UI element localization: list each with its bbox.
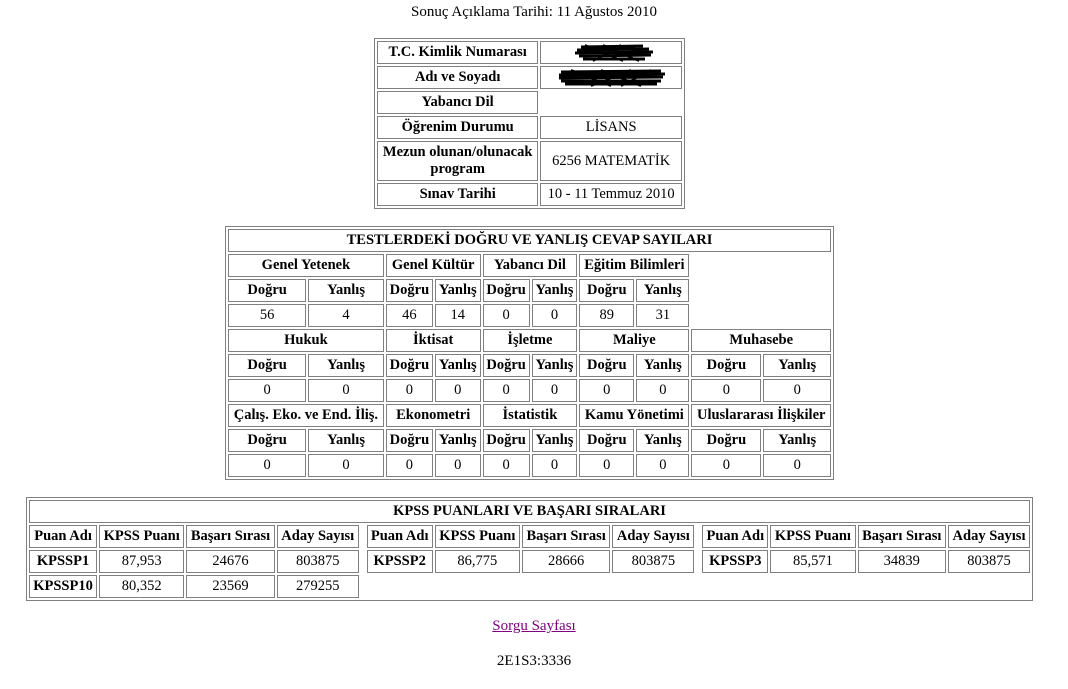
candidate-count: 803875 <box>277 550 359 573</box>
query-page-link[interactable]: Sorgu Sayfası <box>492 618 576 634</box>
yanlis-value: 0 <box>532 304 578 327</box>
yanlis-header: Yanlış <box>435 354 481 377</box>
score-value: 86,775 <box>435 550 520 573</box>
dogru-value: 0 <box>228 379 306 402</box>
test-name: İktisat <box>386 329 481 352</box>
test-results-table <box>225 226 834 480</box>
yanlis-value: 0 <box>308 454 384 477</box>
yanlis-header: Yanlış <box>308 354 384 377</box>
rank-value: 23569 <box>186 575 275 598</box>
test-name: Genel Kültür <box>386 254 481 277</box>
col-header: Aday Sayısı <box>277 525 359 548</box>
yanlis-value: 0 <box>763 454 831 477</box>
col-header: Puan Adı <box>702 525 768 548</box>
col-header: Başarı Sırası <box>522 525 611 548</box>
test-name: Eğitim Bilimleri <box>579 254 689 277</box>
test-name: Yabancı Dil <box>483 254 578 277</box>
test-name: İşletme <box>483 329 578 352</box>
column-gap <box>361 550 365 573</box>
yanlis-value: 0 <box>532 454 578 477</box>
column-gap <box>361 525 365 548</box>
edu-label: Öğrenim Durumu <box>377 116 538 139</box>
dogru-header: Doğru <box>483 429 530 452</box>
col-header: Puan Adı <box>367 525 433 548</box>
dogru-header: Doğru <box>228 279 306 302</box>
result-date: Sonuç Açıklama Tarihi: 11 Ağustos 2010 <box>410 4 658 20</box>
name-value-redacted <box>540 66 682 89</box>
candidate-info-table <box>374 38 685 209</box>
score-name: KPSSP10 <box>29 575 97 598</box>
dogru-header: Doğru <box>228 354 306 377</box>
test-name: Muhasebe <box>691 329 831 352</box>
yanlis-header: Yanlış <box>532 354 578 377</box>
yanlis-value: 4 <box>308 304 384 327</box>
dogru-value: 0 <box>483 304 530 327</box>
dogru-value: 0 <box>691 454 761 477</box>
name-label: Adı ve Soyadı <box>377 66 538 89</box>
yanlis-header: Yanlış <box>636 354 689 377</box>
dogru-value: 0 <box>691 379 761 402</box>
col-header: KPSS Puanı <box>770 525 855 548</box>
lang-label: Yabancı Dil <box>377 91 538 114</box>
test-name: Ekonometri <box>386 404 481 427</box>
candidate-count: 279255 <box>277 575 359 598</box>
yanlis-value: 14 <box>435 304 481 327</box>
dogru-header: Doğru <box>228 429 306 452</box>
dogru-value: 56 <box>228 304 306 327</box>
score-value: 80,352 <box>99 575 184 598</box>
yanlis-header: Yanlış <box>435 429 481 452</box>
dogru-header: Doğru <box>579 429 634 452</box>
col-header: Aday Sayısı <box>948 525 1030 548</box>
col-header: Başarı Sırası <box>858 525 947 548</box>
dogru-value: 0 <box>579 454 634 477</box>
lang-value <box>540 91 682 114</box>
yanlis-value: 0 <box>636 379 689 402</box>
empty-cell <box>361 575 1030 598</box>
test-name: Maliye <box>579 329 689 352</box>
dogru-value: 89 <box>579 304 634 327</box>
dogru-value: 0 <box>386 454 433 477</box>
yanlis-value: 0 <box>763 379 831 402</box>
yanlis-header: Yanlış <box>532 279 578 302</box>
yanlis-header: Yanlış <box>636 429 689 452</box>
yanlis-value: 0 <box>308 379 384 402</box>
col-header: Aday Sayısı <box>612 525 694 548</box>
yanlis-value: 0 <box>636 454 689 477</box>
candidate-count: 803875 <box>612 550 694 573</box>
exam-date-value: 10 - 11 Temmuz 2010 <box>540 183 682 206</box>
yanlis-header: Yanlış <box>308 279 384 302</box>
score-name: KPSSP3 <box>702 550 768 573</box>
score-value: 87,953 <box>99 550 184 573</box>
yanlis-header: Yanlış <box>532 429 578 452</box>
dogru-value: 0 <box>228 454 306 477</box>
dogru-header: Doğru <box>579 354 634 377</box>
yanlis-value: 0 <box>435 379 481 402</box>
tests-title: TESTLERDEKİ DOĞRU VE YANLIŞ CEVAP SAYILARI <box>228 229 831 252</box>
yanlis-header: Yanlış <box>763 429 831 452</box>
test-name: Genel Yetenek <box>228 254 384 277</box>
empty-cell <box>691 254 831 327</box>
rank-value: 34839 <box>858 550 947 573</box>
dogru-value: 0 <box>579 379 634 402</box>
kpss-scores-table <box>26 497 1033 601</box>
dogru-header: Doğru <box>691 354 761 377</box>
program-label: Mezun olunan/olunacak program <box>377 141 538 181</box>
dogru-header: Doğru <box>386 354 433 377</box>
tc-label: T.C. Kimlik Numarası <box>377 41 538 64</box>
yanlis-value: 0 <box>435 454 481 477</box>
dogru-header: Doğru <box>691 429 761 452</box>
col-header: KPSS Puanı <box>99 525 184 548</box>
col-header: Puan Adı <box>29 525 97 548</box>
yanlis-value: 31 <box>636 304 689 327</box>
test-name: Uluslararası İlişkiler <box>691 404 831 427</box>
score-name: KPSSP1 <box>29 550 97 573</box>
score-value: 85,571 <box>770 550 855 573</box>
test-name: Kamu Yönetimi <box>579 404 689 427</box>
dogru-value: 0 <box>386 379 433 402</box>
yanlis-header: Yanlış <box>308 429 384 452</box>
dogru-header: Doğru <box>483 279 530 302</box>
dogru-value: 0 <box>483 454 530 477</box>
kpss-title: KPSS PUANLARI VE BAŞARI SIRALARI <box>29 500 1030 523</box>
candidate-count: 803875 <box>948 550 1030 573</box>
dogru-value: 46 <box>386 304 433 327</box>
test-name: Çalış. Eko. ve End. İliş. <box>228 404 384 427</box>
dogru-header: Doğru <box>386 279 433 302</box>
yanlis-header: Yanlış <box>636 279 689 302</box>
tc-value-redacted <box>540 41 682 64</box>
rank-value: 24676 <box>186 550 275 573</box>
test-name: İstatistik <box>483 404 578 427</box>
dogru-header: Doğru <box>579 279 634 302</box>
test-name: Hukuk <box>228 329 384 352</box>
dogru-header: Doğru <box>386 429 433 452</box>
program-value: 6256 MATEMATİK <box>540 141 682 181</box>
column-gap <box>696 550 700 573</box>
edu-value: LİSANS <box>540 116 682 139</box>
dogru-value: 0 <box>483 379 530 402</box>
score-name: KPSSP2 <box>367 550 433 573</box>
yanlis-value: 0 <box>532 379 578 402</box>
yanlis-header: Yanlış <box>435 279 481 302</box>
col-header: KPSS Puanı <box>435 525 520 548</box>
exam-date-label: Sınav Tarihi <box>377 183 538 206</box>
rank-value: 28666 <box>522 550 611 573</box>
col-header: Başarı Sırası <box>186 525 275 548</box>
reference-code: 2E1S3:3336 <box>496 653 572 669</box>
dogru-header: Doğru <box>483 354 530 377</box>
yanlis-header: Yanlış <box>763 354 831 377</box>
column-gap <box>696 525 700 548</box>
